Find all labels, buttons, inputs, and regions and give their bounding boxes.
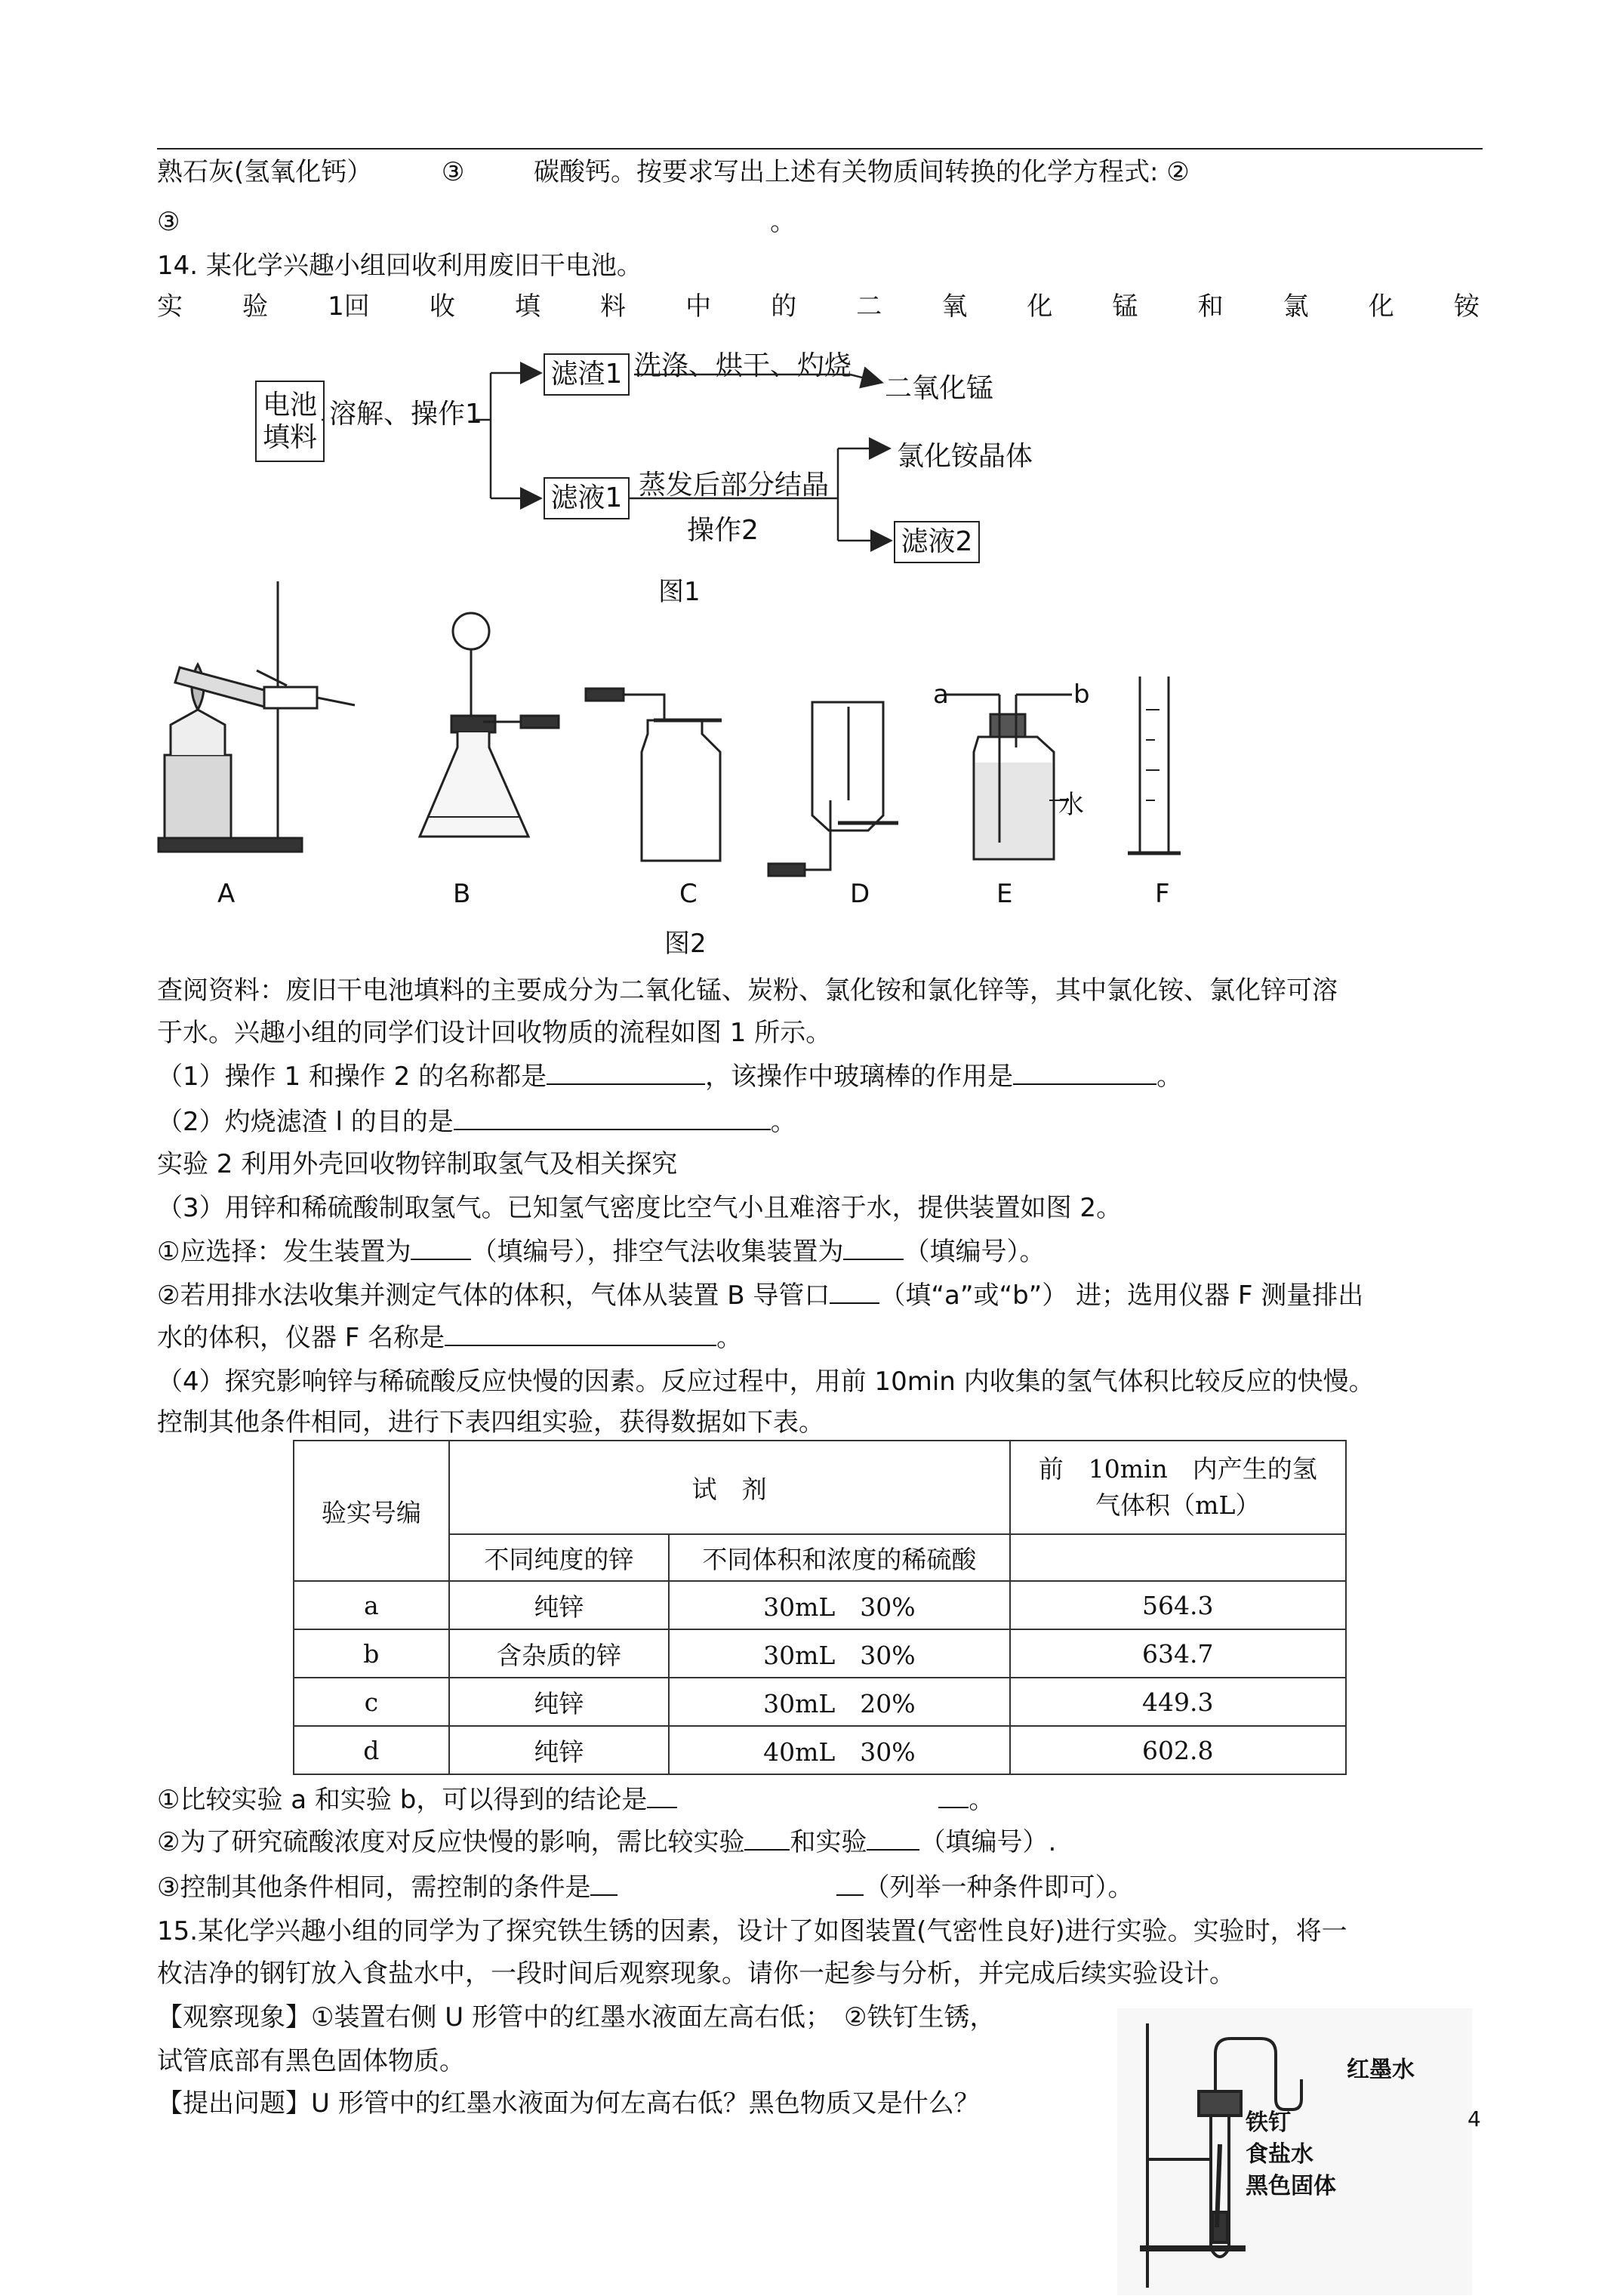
flow-crystal: 氯化铵晶体 — [897, 441, 1033, 472]
q15-observation: 【观察现象】①装置右侧 U 形管中的红墨水液面左高右低； ②铁钉生锈， — [157, 2002, 996, 2032]
table-row — [294, 1726, 1346, 1774]
text: ②为了研究硫酸浓度对反应快慢的影响，需比较实验 — [157, 1827, 745, 1857]
answer-blank[interactable] — [938, 1784, 969, 1808]
table-cell: 纯锌 — [449, 1581, 670, 1629]
answer-blank[interactable] — [411, 1236, 471, 1260]
table-header-id: 验实号编 — [294, 1441, 449, 1581]
q14-title: 14. 某化学兴趣小组回收利用废旧干电池。 — [157, 251, 642, 281]
table-subheader-acid: 不同体积和浓度的稀硫酸 — [669, 1534, 1009, 1581]
answer-blank[interactable] — [867, 1826, 919, 1851]
label-solid: 黑色固体 — [1246, 2173, 1336, 2199]
q14-part1 — [157, 1060, 1182, 1093]
flow-start-box: 电池 填料 — [255, 381, 325, 462]
page-number: 4 — [1467, 2106, 1481, 2131]
q14-part2 — [157, 1105, 796, 1139]
exp1-char: 料 — [600, 291, 627, 322]
info-line2: 于水。兴趣小组的同学们设计回收物质的流程如图 1 所示。 — [157, 1018, 832, 1048]
text: （填编号）. — [919, 1827, 1057, 1857]
e-port-a: a — [933, 680, 949, 710]
exp1-char: 1回 — [328, 291, 370, 322]
text: 熟石灰(氢氧化钙） — [157, 157, 373, 187]
figure-1-caption: 图1 — [658, 577, 701, 607]
q14-part4-line1: （4）探究影响锌与稀硫酸反应快慢的因素。反应过程中，用前 10min 内收集的氢气体积比较反应的快慢。 — [157, 1367, 1375, 1397]
table-subheader-empty — [1010, 1534, 1346, 1581]
figure-2-caption: 图2 — [664, 929, 707, 959]
table-row — [294, 1581, 1346, 1629]
apparatus-b — [420, 613, 559, 837]
table-row — [294, 1678, 1346, 1726]
text: （填“a”或“b”） 进；选用仪器 F 测量排出 — [879, 1281, 1364, 1311]
label-salt: 食盐水 — [1246, 2141, 1313, 2168]
answer-blank[interactable] — [744, 1826, 790, 1851]
exp1-char: 实 — [157, 291, 183, 322]
text: ②若用排水法收集并测定气体的体积，气体从装置 B 导管口 — [157, 1281, 830, 1311]
exp1-char: 填 — [514, 291, 540, 322]
flow-filtrate-box: 滤液1 — [544, 477, 630, 519]
text: 。 — [969, 1785, 995, 1815]
q15-question: 【提出问题】U 形管中的红墨水液面为何左高右低？黑色物质又是什么？ — [157, 2088, 980, 2119]
table-cell: c — [294, 1678, 449, 1726]
exp1-char: 化 — [1027, 291, 1053, 322]
flow-evap: 蒸发后部分结晶 — [639, 470, 830, 501]
flow-residue-box: 滤渣1 — [544, 353, 630, 396]
apparatus-label: D — [850, 879, 870, 909]
q15-line1: 15.某化学兴趣小组的同学为了探究铁生锈的因素，设计了如图装置(气密性良好)进行实验。实验时，将一 — [157, 1916, 1347, 1946]
text: ③ — [157, 207, 180, 237]
exp1-char: 中 — [685, 291, 712, 322]
text: 气体积（mL） — [1095, 1490, 1261, 1520]
apparatus-d — [768, 702, 898, 876]
table-subheader-zinc: 不同纯度的锌 — [449, 1534, 670, 1581]
info-line1: 查阅资料：废旧干电池填料的主要成分为二氧化锰、炭粉、氯化铵和氯化锌等，其中氯化铵、氯化锌可溶 — [157, 975, 1338, 1006]
exp1-char: 铵 — [1453, 291, 1480, 322]
apparatus-label: A — [217, 879, 236, 909]
table-cell: 纯锌 — [449, 1726, 670, 1774]
text: ①应选择：发生装置为 — [157, 1237, 411, 1267]
table-cell: b — [294, 1629, 449, 1678]
table-cell: 40mL 30% — [669, 1726, 1009, 1774]
experiment-table — [293, 1440, 1347, 1775]
answer-blank[interactable] — [647, 1784, 677, 1808]
answer-blank[interactable] — [830, 1280, 879, 1304]
text: ，该操作中玻璃棒的作用是 — [705, 1062, 1014, 1092]
table-cell: d — [294, 1726, 449, 1774]
apparatus-c — [586, 689, 722, 861]
e-port-b: b — [1073, 680, 1090, 710]
q15-observation-2: 试管底部有黑色固体物质。 — [157, 2046, 465, 2076]
flow-mno2: 二氧化锰 — [885, 373, 994, 404]
text: 和实验 — [790, 1827, 867, 1857]
table-cell: 634.7 — [1010, 1629, 1346, 1678]
text: （2）灼烧滤渣 l 的目的是 — [157, 1107, 454, 1137]
answer-blank[interactable] — [590, 1872, 617, 1896]
apparatus-f — [1128, 676, 1181, 853]
q14-part3: （3）用锌和稀硫酸制取氢气。已知氢气密度比空气小且难溶于水，提供装置如图 2。 — [157, 1193, 1123, 1223]
text: 前 10min 内产生的氢 — [1038, 1454, 1317, 1484]
answer-blank[interactable] — [843, 1236, 904, 1260]
answer-blank[interactable] — [454, 1106, 771, 1130]
text: 。 — [716, 1323, 743, 1353]
table-cell: 含杂质的锌 — [449, 1629, 670, 1678]
table-cell: 564.3 — [1010, 1581, 1346, 1629]
apparatus-a — [159, 581, 355, 852]
answer-2 — [157, 1826, 1056, 1859]
apparatus-label: B — [453, 879, 471, 909]
apparatus-label: F — [1155, 879, 1170, 909]
apparatus-label: E — [996, 879, 1013, 909]
table-cell: 30mL 30% — [669, 1581, 1009, 1629]
q14-part3-2 — [157, 1279, 1363, 1312]
figure-2-apparatus — [0, 574, 1623, 951]
q14-part3-2b — [157, 1321, 742, 1354]
exp1-char: 二 — [856, 291, 882, 322]
q14-part4-line2: 控制其他条件相同，进行下表四组实验，获得数据如下表。 — [157, 1407, 824, 1438]
text: （填编号），排空气法收集装置为 — [471, 1237, 844, 1267]
exp1-char: 收 — [429, 291, 455, 322]
table-cell: 30mL 30% — [669, 1629, 1009, 1678]
exp1-char: 锰 — [1112, 291, 1138, 322]
table-row — [294, 1629, 1346, 1678]
text: ③控制其他条件相同，需控制的条件是 — [157, 1872, 591, 1903]
table-cell: 30mL 20% — [669, 1678, 1009, 1726]
table-cell: 449.3 — [1010, 1678, 1346, 1726]
answer-3 — [157, 1871, 1133, 1904]
answer-blank[interactable] — [836, 1872, 864, 1896]
text: （列举一种条件即可）。 — [864, 1872, 1134, 1903]
text: ①比较实验 a 和实验 b，可以得到的结论是 — [157, 1785, 648, 1815]
apparatus-label: C — [679, 879, 698, 909]
q14-part3-1 — [157, 1235, 1045, 1268]
text: （1）操作 1 和操作 2 的名称都是 — [157, 1062, 547, 1092]
table-cell: 602.8 — [1010, 1726, 1346, 1774]
apparatus-e — [944, 695, 1072, 859]
flow-op2: 操作2 — [687, 515, 759, 546]
label-nail: 铁钉 — [1246, 2110, 1291, 2136]
answer-blank[interactable] — [547, 1061, 705, 1085]
answer-1 — [157, 1783, 994, 1817]
table-header-reagent: 试 剂 — [449, 1441, 1010, 1534]
flow-filtrate2-box: 滤液2 — [894, 521, 980, 563]
exp1-char: 和 — [1197, 291, 1224, 322]
table-body — [294, 1581, 1346, 1774]
exp1-char: 氯 — [1283, 291, 1309, 322]
exp1-char: 验 — [242, 291, 269, 322]
table-cell: 纯锌 — [449, 1678, 670, 1726]
text: 。 — [770, 207, 796, 237]
exp2-heading: 实验 2 利用外壳回收物锌制取氢气及相关探究 — [157, 1149, 678, 1179]
exp1-char: 的 — [771, 291, 797, 322]
exp1-char: 化 — [1368, 291, 1394, 322]
text: 碳酸钙。按要求写出上述有关物质间转换的化学方程式: ② — [534, 157, 1190, 187]
exp1-char: 氧 — [941, 291, 968, 322]
text: 水的体积，仪器 F 名称是 — [157, 1323, 445, 1353]
label-ink: 红墨水 — [1347, 2057, 1415, 2083]
answer-blank[interactable] — [1013, 1061, 1156, 1085]
text: （填编号）。 — [904, 1237, 1046, 1267]
flow-residue-ops: 洗涤、烘干、灼烧 — [634, 350, 852, 381]
text: 。 — [770, 1107, 796, 1137]
table-cell: a — [294, 1581, 449, 1629]
text: ③ — [441, 157, 465, 187]
e-water-label: 水 — [1058, 790, 1084, 820]
q15-line2: 枚洁净的钢钉放入食盐水中，一段时间后观察现象。请你一起参与分析，并完成后续实验设计。 — [157, 1959, 1235, 1989]
answer-blank[interactable] — [445, 1322, 716, 1346]
text: 。 — [1156, 1062, 1183, 1092]
table-header-volume — [1010, 1441, 1346, 1534]
flow-op1: 溶解、操作1 — [329, 399, 482, 430]
